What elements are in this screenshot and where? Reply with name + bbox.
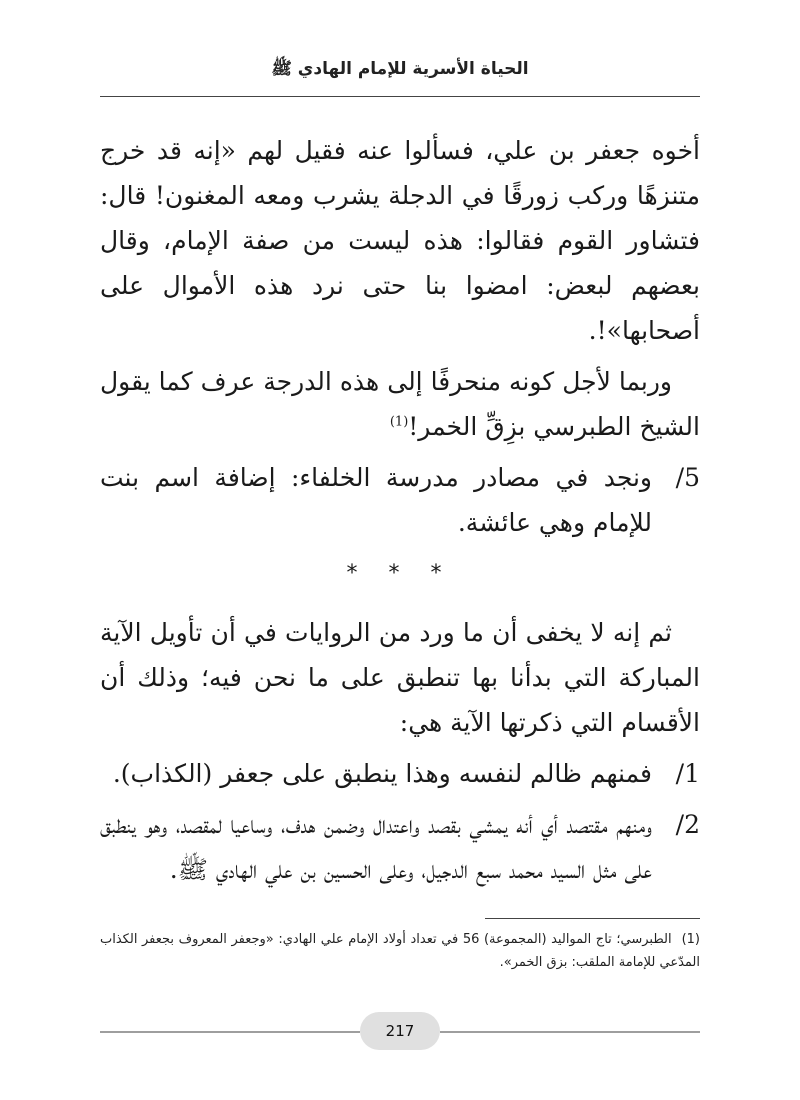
list-item-2 <box>100 802 700 892</box>
page-number: 217 <box>360 1012 440 1050</box>
section-separator: * * * <box>346 561 454 586</box>
list-number-1: /1 <box>675 759 700 788</box>
footnotes <box>100 928 700 974</box>
list-text-2: ومنهم مقتصد أي أنه يمشي بقصد واعتدال وضمن هدف، وساعيا لمقصد، وهو ينطبق على مثل السيد محمد سبع الدجيل، وعلى الحسين بن علي الهادي ﷺ. <box>100 810 652 884</box>
footnote-reference: (1) <box>389 414 409 430</box>
header-rule <box>100 96 700 97</box>
paragraph-2-text: وربما لأجل كونه منحرفًا إلى هذه الدرجة عرف كما يقول الشيخ الطبرسي بزِقِّ الخمر! <box>100 367 700 441</box>
running-header: الحياة الأسرية للإمام الهادي ﷺ <box>271 59 529 79</box>
list-text-1: فمنهم ظالم لنفسه وهذا ينطبق على جعفر (الكذاب). <box>112 759 652 788</box>
page-footer <box>100 1010 700 1052</box>
main-text <box>100 128 700 898</box>
list-item-5 <box>100 455 700 545</box>
list-number-2: /2 <box>675 810 700 839</box>
list-item-1 <box>100 751 700 796</box>
paragraph-3: ثم إنه لا يخفى أن ما ورد من الروايات في أن تأويل الآية المباركة التي بدأنا بها تنطبق على ما نحن فيه؛ وذلك أن الأقسام التي ذكرتها الآية هي: <box>100 618 700 737</box>
footer-rule-right <box>440 1031 700 1033</box>
footnote-number: (1) <box>681 932 700 947</box>
paragraph-2 <box>100 359 700 449</box>
footer-rule-left <box>100 1031 360 1033</box>
paragraph-1: أخوه جعفر بن علي، فسألوا عنه فقيل لهم «إنه قد خرج متنزهًا وركب زورقًا في الدجلة يشرب ومعه المغنون! قال: فتشاور القوم فقالوا: هذه ليست من صفة الإمام، وقال بعضهم لبعض: امضوا بنا حتى نرد هذه الأموال على أصحابها»!. <box>100 136 700 345</box>
footnote-text: الطبرسي؛ تاج المواليد (المجموعة) 56 في تعداد أولاد الإمام علي الهادي: «وجعفر المعروف بجعفر الكذاب المدّعي للإمامة الملقب: بزق الخمر». <box>100 932 700 970</box>
list-number-5: /5 <box>675 463 700 492</box>
footnote-rule <box>485 918 700 919</box>
list-text-5: ونجد في مصادر مدرسة الخلفاء: إضافة اسم بنت للإمام وهي عائشة. <box>100 463 652 537</box>
